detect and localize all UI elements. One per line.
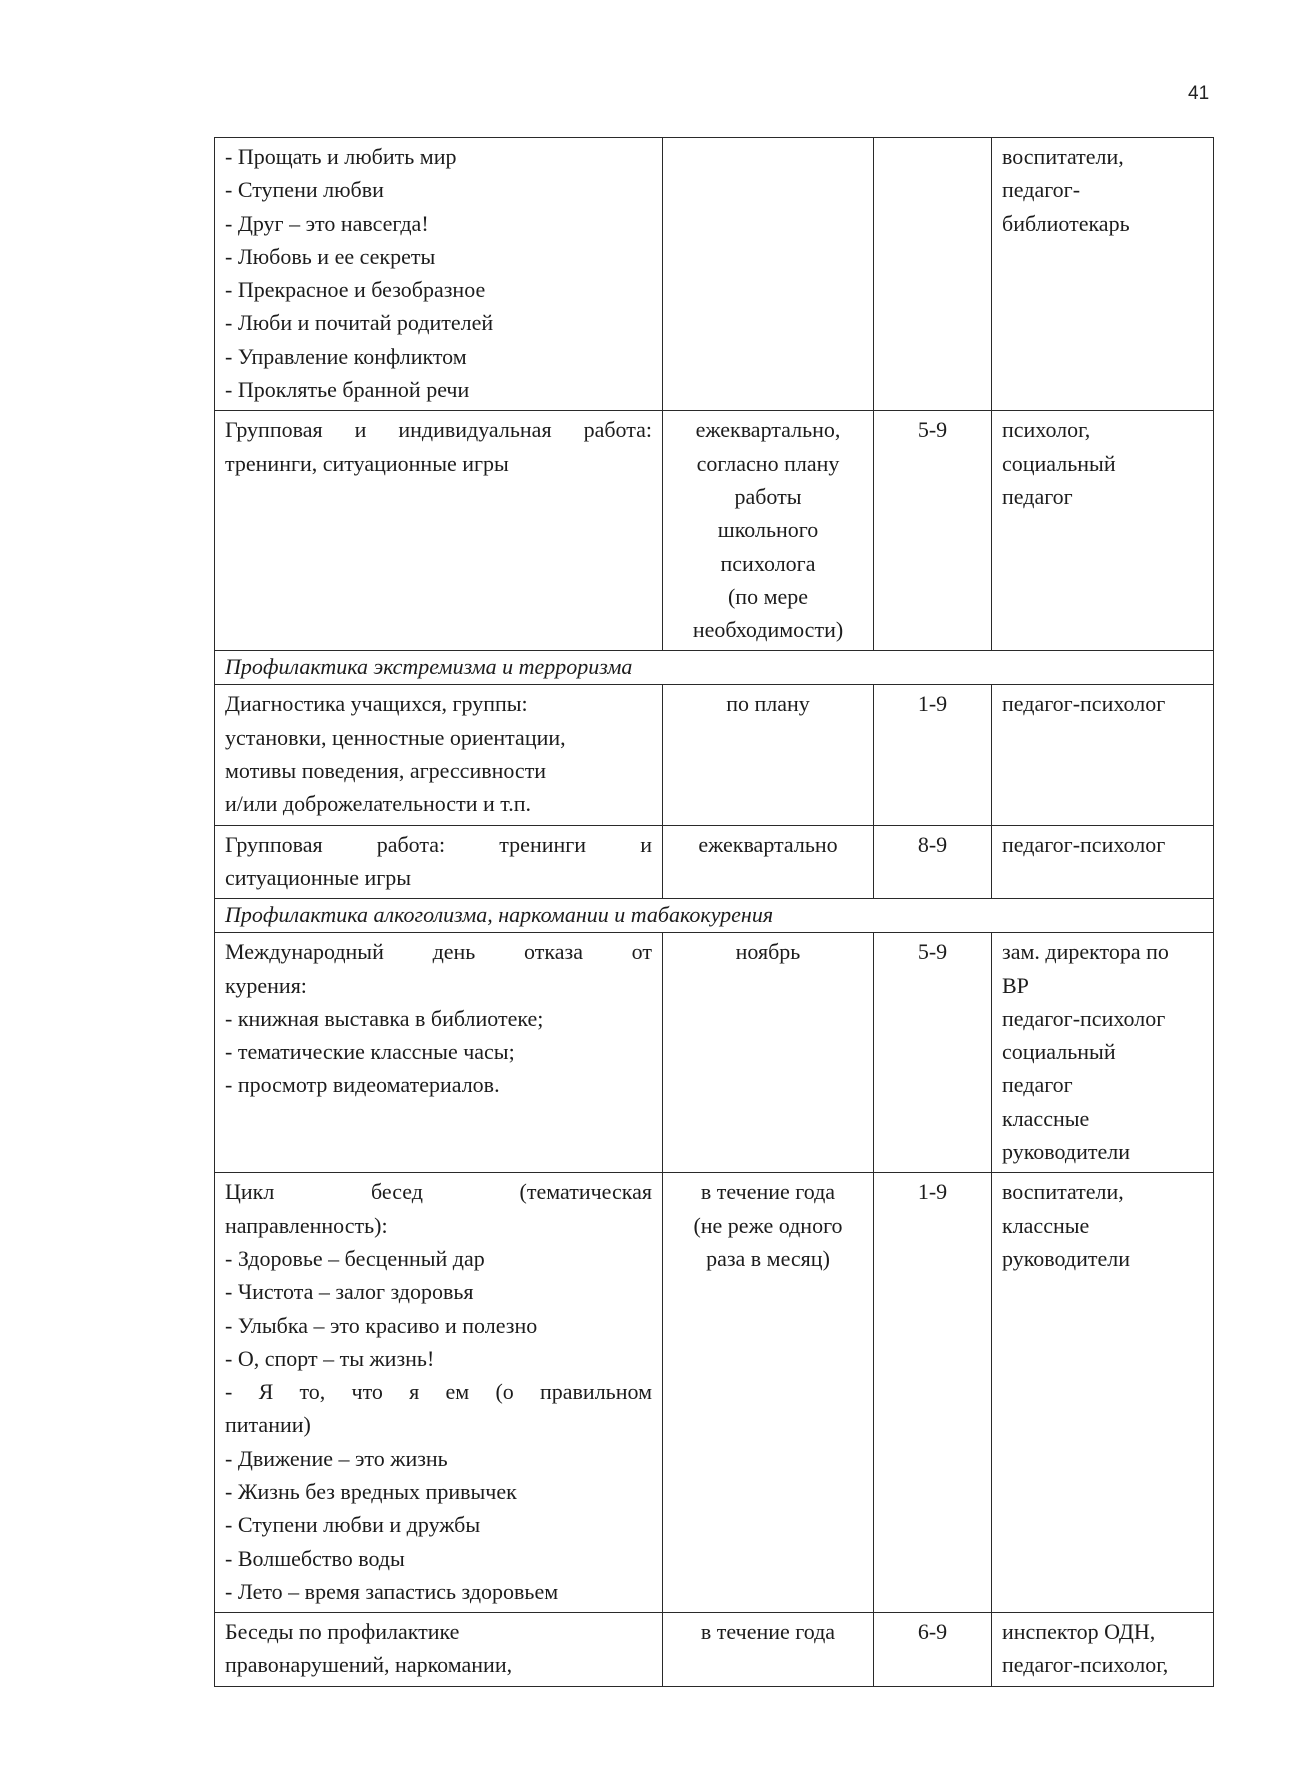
activity-line: ситуационные игры xyxy=(225,864,412,890)
responsible-line: педагог- xyxy=(1002,177,1081,203)
activity-line: правонарушений, наркомании, xyxy=(225,1652,513,1678)
responsible-line: инспектор ОДН, xyxy=(1002,1619,1156,1645)
activity-cell xyxy=(215,825,663,899)
activity-line: - Любовь и ее секреты xyxy=(225,243,436,269)
timing-cell xyxy=(663,1173,874,1613)
timing-cell xyxy=(663,933,874,1173)
table-row xyxy=(215,685,1214,825)
activity-cell xyxy=(215,138,663,411)
activity-line: - Люби и почитай родителей xyxy=(225,310,494,336)
section-title: Профилактика алкоголизма, наркомании и табакокурения xyxy=(215,899,1214,933)
table-row xyxy=(215,1613,1214,1687)
activity-cell xyxy=(215,411,663,651)
timing-line: работы xyxy=(734,483,802,509)
activity-line: - Прощать и любить мир xyxy=(225,144,457,169)
activity-plan-table xyxy=(214,137,1214,1687)
table-row xyxy=(215,825,1214,899)
timing-line: ежеквартально xyxy=(698,831,838,857)
timing-line: школьного xyxy=(717,517,819,543)
activity-line: Групповая и индивидуальная работа: xyxy=(225,417,652,443)
responsible-cell xyxy=(992,1613,1214,1687)
responsible-line: зам. директора по xyxy=(1002,939,1169,965)
grades-cell: 5-9 xyxy=(874,411,992,651)
activity-line: - Ступени любви xyxy=(225,177,384,203)
activity-line: Цикл бесед (тематическая xyxy=(225,1179,652,1205)
timing-cell xyxy=(663,138,874,411)
responsible-line: воспитатели, xyxy=(1002,144,1124,169)
activity-line: - книжная выставка в библиотеке; xyxy=(225,1005,544,1031)
responsible-line: библиотекарь xyxy=(1002,210,1130,236)
activity-line: и/или доброжелательности и т.п. xyxy=(225,791,531,817)
responsible-line: педагог-психолог, xyxy=(1002,1652,1169,1678)
activity-line: Групповая работа: тренинги и xyxy=(225,831,652,857)
activity-line: курения: xyxy=(225,972,307,998)
activity-line: Международный день отказа от xyxy=(225,939,652,965)
responsible-line: социальный xyxy=(1002,450,1116,476)
timing-line: согласно плану xyxy=(696,450,840,476)
activity-line: - Чистота – залог здоровья xyxy=(225,1279,474,1305)
timing-cell xyxy=(663,411,874,651)
responsible-line: воспитатели, xyxy=(1002,1179,1124,1205)
timing-line: ежеквартально, xyxy=(695,417,841,443)
responsible-line: педагог xyxy=(1002,483,1073,509)
activity-cell xyxy=(215,1173,663,1613)
activity-line: направленность): xyxy=(225,1212,388,1238)
activity-cell xyxy=(215,1613,663,1687)
activity-line: - Управление конфликтом xyxy=(225,343,467,369)
table-row xyxy=(215,1173,1214,1613)
timing-line: (не реже одного xyxy=(693,1212,843,1238)
responsible-line: классные xyxy=(1002,1105,1090,1131)
responsible-cell xyxy=(992,411,1214,651)
activity-line: - Жизнь без вредных привычек xyxy=(225,1478,517,1504)
grades-cell: 1-9 xyxy=(874,1173,992,1613)
section-row xyxy=(215,899,1214,933)
responsible-line: педагог xyxy=(1002,1072,1073,1098)
activity-line: питании) xyxy=(225,1412,311,1438)
grades-cell: 6-9 xyxy=(874,1613,992,1687)
activity-line: - Здоровье – бесценный дар xyxy=(225,1245,485,1271)
activity-line: - просмотр видеоматериалов. xyxy=(225,1072,500,1098)
responsible-line: педагог-психолог xyxy=(1002,691,1166,717)
activity-line: мотивы поведения, агрессивности xyxy=(225,758,547,784)
section-title: Профилактика экстремизма и терроризма xyxy=(215,651,1214,685)
timing-line: по плану xyxy=(726,691,810,717)
activity-line: Диагностика учащихся, группы: xyxy=(225,691,528,717)
timing-cell xyxy=(663,1613,874,1687)
timing-line: раза в месяц) xyxy=(706,1245,830,1271)
timing-line: в течение года xyxy=(700,1619,836,1645)
timing-cell xyxy=(663,825,874,899)
responsible-cell xyxy=(992,138,1214,411)
timing-line: необходимости) xyxy=(692,617,844,643)
activity-line: тренинги, ситуационные игры xyxy=(225,450,509,476)
activity-line: установки, ценностные ориентации, xyxy=(225,724,566,750)
table-row xyxy=(215,411,1214,651)
activity-line: - Ступени любви и дружбы xyxy=(225,1512,481,1538)
activity-line: Беседы по профилактике xyxy=(225,1619,460,1645)
responsible-line: психолог, xyxy=(1002,417,1091,443)
responsible-line: педагог-психолог xyxy=(1002,831,1166,857)
activity-line: - Прекрасное и безобразное xyxy=(225,277,486,303)
activity-line: - Волшебство воды xyxy=(225,1545,405,1571)
responsible-line: социальный xyxy=(1002,1039,1116,1065)
activity-cell xyxy=(215,933,663,1173)
activity-line: - Улыбка – это красиво и полезно xyxy=(225,1312,538,1338)
responsible-line: руководители xyxy=(1002,1139,1130,1165)
grades-cell: 8-9 xyxy=(874,825,992,899)
responsible-line: руководители xyxy=(1002,1245,1130,1271)
responsible-line: ВР xyxy=(1002,972,1029,998)
activity-line: - Проклятье бранной речи xyxy=(225,377,470,403)
activity-line: - тематические классные часы; xyxy=(225,1039,515,1065)
timing-line: в течение года xyxy=(700,1179,836,1205)
responsible-cell xyxy=(992,1173,1214,1613)
grades-cell xyxy=(874,138,992,411)
timing-line: ноябрь xyxy=(735,939,801,965)
activity-cell xyxy=(215,685,663,825)
page-number: 41 xyxy=(1188,83,1210,104)
responsible-cell xyxy=(992,825,1214,899)
timing-line: психолога xyxy=(720,550,816,576)
activity-line: - Лето – время запастись здоровьем xyxy=(225,1578,559,1604)
responsible-cell xyxy=(992,685,1214,825)
grades-cell: 5-9 xyxy=(874,933,992,1173)
activity-line: - О, спорт – ты жизнь! xyxy=(225,1345,435,1371)
activity-line: - Я то, что я ем (о правильном xyxy=(225,1379,652,1405)
responsible-cell xyxy=(992,933,1214,1173)
responsible-line: педагог-психолог xyxy=(1002,1005,1166,1031)
responsible-line: классные xyxy=(1002,1212,1090,1238)
timing-cell xyxy=(663,685,874,825)
activity-line: - Движение – это жизнь xyxy=(225,1445,448,1471)
table-row xyxy=(215,933,1214,1173)
grades-cell: 1-9 xyxy=(874,685,992,825)
activity-line: - Друг – это навсегда! xyxy=(225,210,429,236)
table-row xyxy=(215,138,1214,411)
timing-line: (по мере xyxy=(727,583,809,609)
section-row xyxy=(215,651,1214,685)
